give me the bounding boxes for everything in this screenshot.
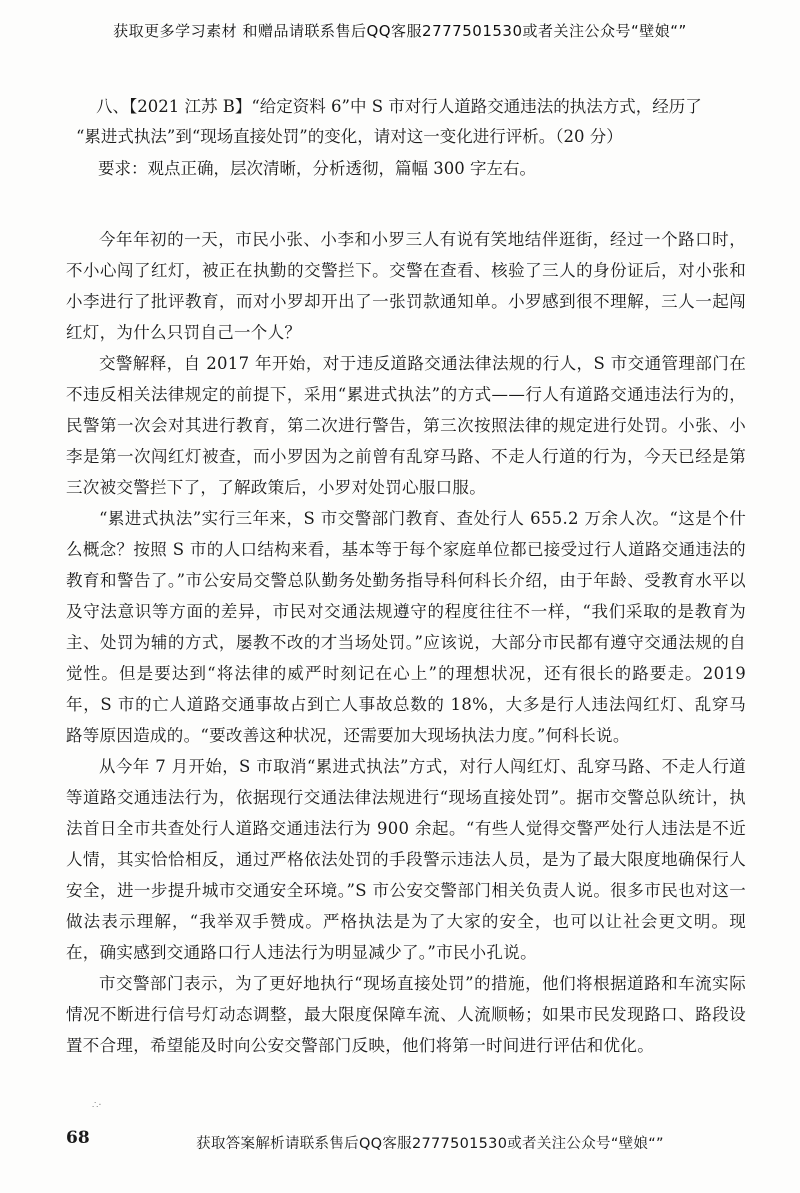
page-number: 68 xyxy=(66,1128,90,1148)
scan-speck: ∴· xyxy=(92,1100,102,1111)
material-paragraph: 今年年初的一天，市民小张、小李和小罗三人有说有笑地结伴逛街，经过一个路口时，不小心闯了红灯，被正在执勤的交警拦下。交警在查看、核验了三人的身份证后，对小张和小李进行了批评教育，而对小罗却开出了一张罚款通知单。小罗感到很不理解，三人一起闯红灯，为什么只罚自己一个人？ xyxy=(66,230,746,342)
material-paragraph: “累进式执法”实行三年来，S 市交警部门教育、查处行人 655.2 万余人次。“这是个什么概念？按照 S 市的人口结构来看，基本等于每个家庭单位都已接受过行人道路交通违法的教育和警告了。”市公安局交警总队勤务处勤务指导科何科长介绍，由于年龄、受教育水平以及守法意识等方面的差异，市民对交通法规遵守的程度往往不一样，“我们采取的是教育为主、处罚为辅的方式，屡教不改的才当场处罚。”应该说，大部分市民都有遵守交通法规的自觉性。但是要达到“将法律的威严时刻记在心上”的理想状况，还有很长的路要走。2019 年，S 市的亡人道路交通事故占到亡人事故总数的 18%，大多是行人违法闯红灯、乱穿马路等原因造成的。“要改善这种状况，还需要加大现场执法力度。”何科长说。 xyxy=(66,509,746,745)
material-paragraph: 市交警部门表示，为了更好地执行“现场直接处罚”的措施，他们将根据道路和车流实际情况不断进行信号灯动态调整，最大限度保障车流、人流顺畅；如果市民发现路口、路段设置不合理，希望能及时向公安交警部门反映，他们将第一时间进行评估和优化。 xyxy=(66,974,746,1055)
header-note: 获取更多学习素材 和赠品请联系售后QQ客服2777501530或者关注公众号“壁娘“” xyxy=(113,22,687,40)
question-line-2: “累进式执法”到“现场直接处罚”的变化，请对这一变化进行评析。（20 分） xyxy=(76,127,623,146)
question-line-1: 八、【2021 江苏 B】“给定资料 6”中 S 市对行人道路交通违法的执法方式，经历了 xyxy=(96,97,702,116)
material-text xyxy=(66,224,746,1061)
page-content xyxy=(66,92,746,1061)
material-paragraph: 交警解释，自 2017 年开始，对于违反道路交通法律法规的行人，S 市交通管理部门在不违反相关法律规定的前提下，采用“累进式执法”的方式——行人有道路交通违法行为的，民警第一次会对其进行教育，第二次进行警告，第三次按照法律的规定进行处罚。小张、小李是第一次闯红灯被查，而小罗因为之前曾有乱穿马路、不走人行道的行为，今天已经是第三次被交警拦下了，了解政策后，小罗对处罚心服口服。 xyxy=(66,354,746,497)
material-paragraph: 从今年 7 月开始，S 市取消“累进式执法”方式，对行人闯红灯、乱穿马路、不走人行道等道路交通违法行为，依据现行交通法律法规进行“现场直接处罚”。据市交警总队统计，执法首日全市共查处行人道路交通违法行为 900 余起。“有些人觉得交警严处行人违法是不近人情，其实恰恰相反，通过严格依法处罚的手段警示违法人员，是为了最大限度地确保行人安全，进一步提升城市交通安全环境。”S 市公安交警部门相关负责人说。很多市民也对这一做法表示理解，“我举双手赞成。严格执法是为了大家的安全，也可以让社会更文明。现在，确实感到交通路口行人违法行为明显减少了。”市民小孔说。 xyxy=(66,757,746,962)
footer-note: 获取答案解析请联系售后QQ客服2777501530或者关注公众号“壁娘“” xyxy=(196,1136,664,1152)
question-requirement: 要求：观点正确，层次清晰，分析透彻，篇幅 300 字左右。 xyxy=(98,159,536,178)
